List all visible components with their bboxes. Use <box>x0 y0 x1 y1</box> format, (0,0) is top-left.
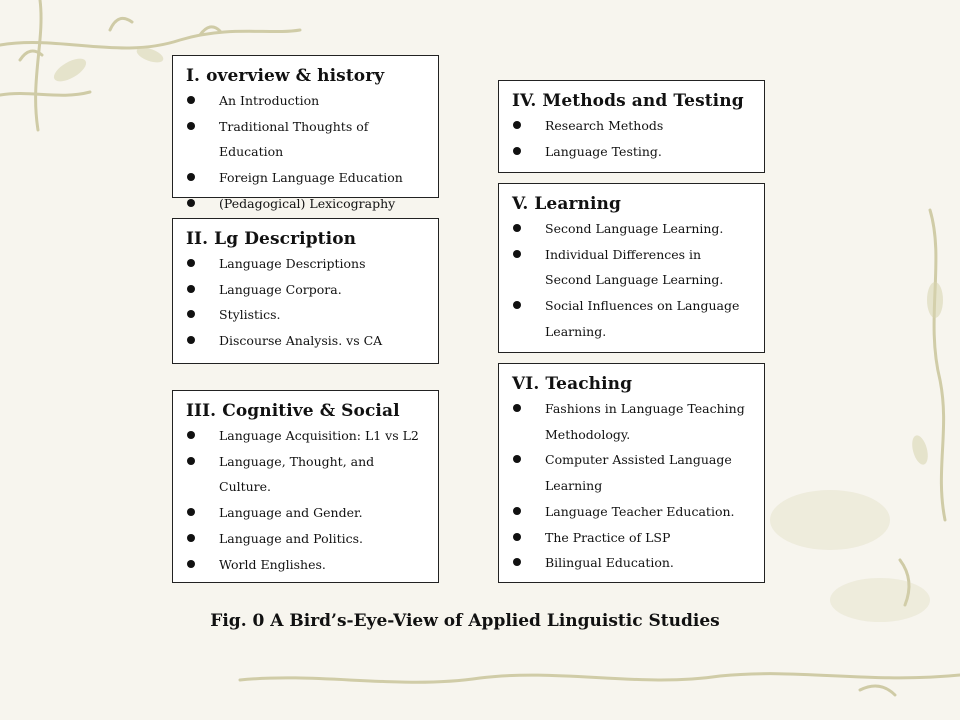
list-item: An Introduction <box>186 88 424 114</box>
list-item: Language Acquisition: L1 vs L2 <box>186 423 424 449</box>
list-item: Individual Differences in Second Language Learning. <box>512 242 750 293</box>
section-list <box>186 88 424 217</box>
list-item: Discourse Analysis. vs CA <box>186 328 424 354</box>
section-list <box>186 251 424 354</box>
list-item: Social Influences on Language Learning. <box>512 293 750 344</box>
list-item: Language and Politics. <box>186 526 424 552</box>
list-item: Fashions in Language Teaching Methodology. <box>512 396 750 447</box>
list-item: Stylistics. <box>186 302 424 328</box>
list-item: (Pedagogical) Lexicography <box>186 191 424 217</box>
section-cognitive-social <box>172 390 439 583</box>
section-teaching <box>498 363 765 583</box>
list-item: Language Descriptions <box>186 251 424 277</box>
section-title: IV. Methods and Testing <box>512 91 744 111</box>
section-list <box>512 113 750 164</box>
list-item: Traditional Thoughts of Education <box>186 114 424 165</box>
list-item: Research Methods <box>512 113 750 139</box>
list-item: Language, Thought, and Culture. <box>186 449 424 500</box>
section-list <box>512 216 750 345</box>
section-methods-testing <box>498 80 765 173</box>
list-item: Language Teacher Education. <box>512 499 750 525</box>
list-item: Computer Assisted Language Learning <box>512 447 750 498</box>
section-title: I. overview & history <box>186 66 385 86</box>
section-lg-description <box>172 218 439 364</box>
list-item: The Practice of LSP <box>512 525 750 551</box>
section-learning <box>498 183 765 353</box>
section-list <box>512 396 750 576</box>
list-item: Language and Gender. <box>186 500 424 526</box>
list-item: World Englishes. <box>186 552 424 578</box>
figure-caption: Fig. 0 A Bird’s-Eye-View of Applied Linguistic Studies <box>210 611 720 631</box>
section-list <box>186 423 424 577</box>
list-item: Bilingual Education. <box>512 550 750 576</box>
list-item: Language Testing. <box>512 139 750 165</box>
list-item: Foreign Language Education <box>186 165 424 191</box>
section-title: II. Lg Description <box>186 229 357 249</box>
section-title: VI. Teaching <box>512 374 633 394</box>
section-overview-history <box>172 55 439 211</box>
section-title: III. Cognitive & Social <box>186 401 400 421</box>
list-item: Language Corpora. <box>186 277 424 303</box>
list-item: Second Language Learning. <box>512 216 750 242</box>
section-title: V. Learning <box>512 194 621 214</box>
